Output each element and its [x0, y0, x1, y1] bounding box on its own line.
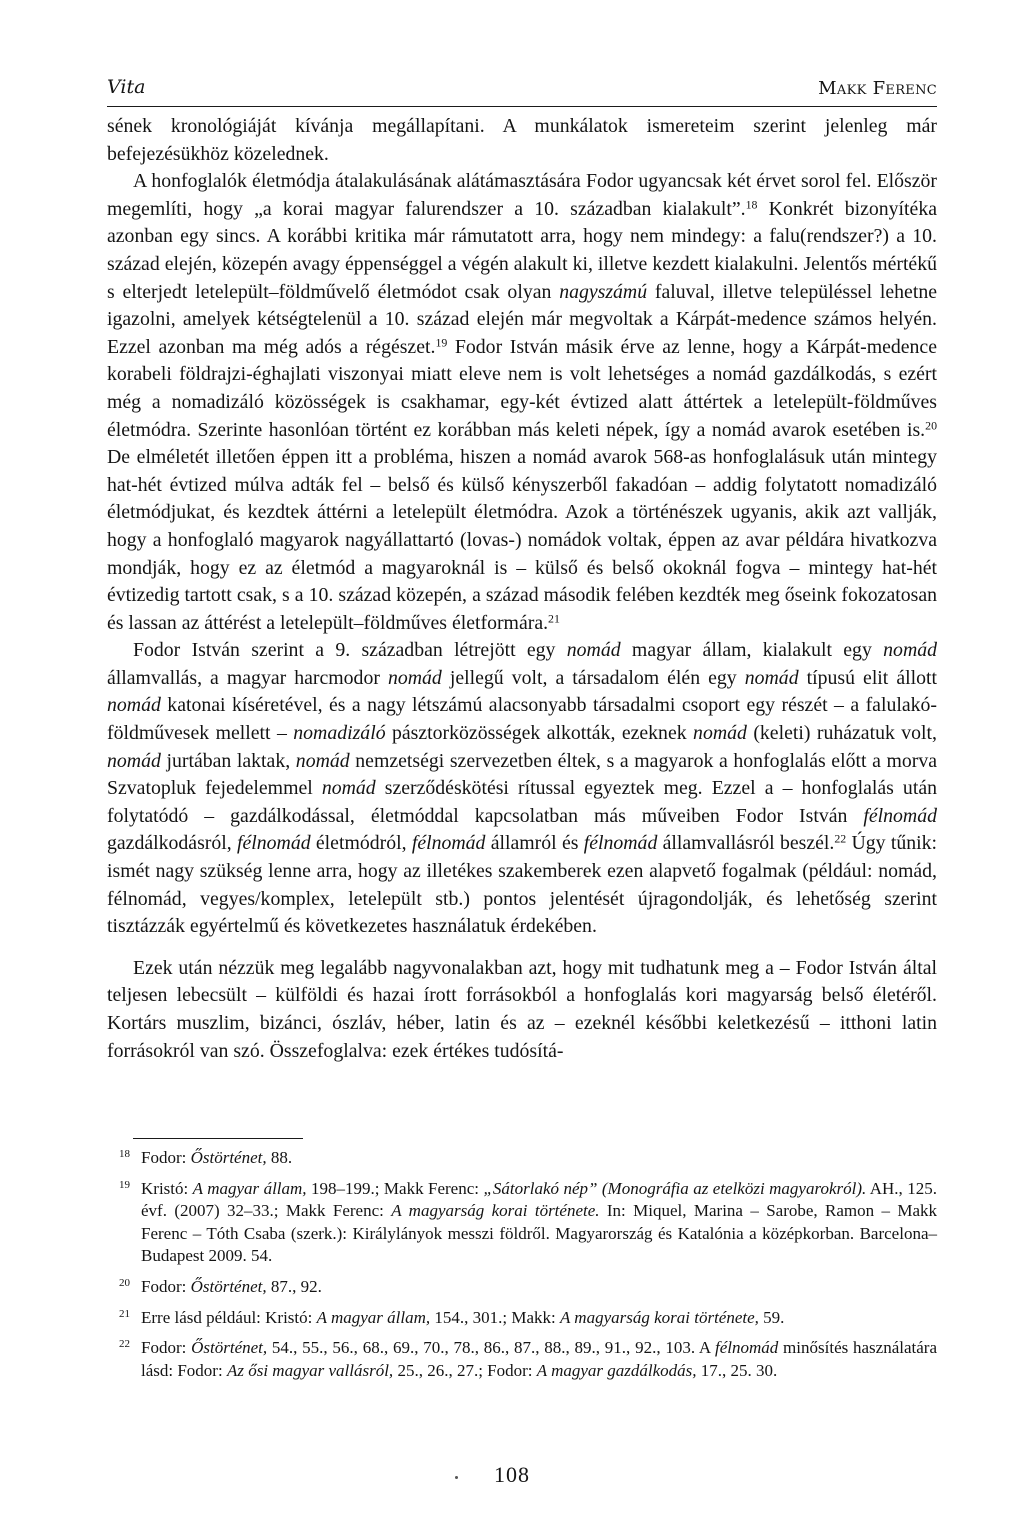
footnote-ref-21[interactable]: 21 [548, 611, 560, 626]
text-run: államról és [485, 832, 584, 855]
footnote-ref-19[interactable]: 19 [435, 335, 448, 350]
footnote-number: 22 [119, 1338, 130, 1351]
text-run: típusú elit állott [798, 666, 937, 689]
text-run: gazdálkodásról, [107, 832, 237, 855]
text-run: AH., 125. évf. (2007) 32–33.; Makk Ferenc: [141, 1178, 937, 1221]
footnote-number: 18 [119, 1148, 130, 1160]
footnote-ref-22[interactable]: 22 [834, 831, 847, 846]
text-run: 25., 26., 27.; Fodor: [393, 1360, 537, 1380]
text-run: Fodor: [141, 1148, 191, 1167]
text-run: jellegű volt, a társadalom élén egy [441, 666, 745, 689]
text-run: magyar állam, kialakult egy [620, 639, 884, 662]
emphasis: nomád [107, 749, 161, 772]
paragraph-3 [107, 637, 937, 941]
text-run: nemzetségi szervezetben éltek, s a magyarok a honfoglalás előtt a morva Szvatopluk fejedelemmel [107, 749, 937, 800]
text-run: Fodor István szerint a 9. században létrejött egy [133, 639, 567, 662]
footnote-number: 20 [119, 1276, 130, 1289]
emphasis: nomád [883, 639, 938, 662]
text-run: A honfoglalók életmódja átalakulásának alátámasztására Fodor ugyancsak két érvet sorol fel. Először megemlíti, hogy „a korai magyar falurendszer a 10. században kialakult”. [107, 170, 937, 220]
text-run: In: Miquel, Marina – Sarobe, Ramon – Makk Ferenc – Tóth Csaba (szerk.): Királylányok messzi földről. Magyarország és Katalónia a középkorban. Barcelona–Budapest 2009. 54. [141, 1201, 938, 1266]
footnote-22 [107, 1337, 937, 1382]
text-run: pásztorközösségek alkották, ezeknek [385, 722, 694, 745]
footnote-ref-18[interactable]: 18 [745, 197, 758, 212]
emphasis: félnomád [715, 1338, 779, 1358]
citation-title: A magyar állam, [316, 1307, 431, 1327]
section-title: Vita [107, 76, 146, 98]
page-number: 108 [494, 1462, 530, 1487]
text-run: Úgy tűnik: ismét nagy szükség lenne arra, hogy az illetékes szakemberek ezen alapvető fogalmak (például: nomád, félnomád, vegyes/komplex, letelepült stb.) pontos jelentését újragondolják, és lehetőség szerint tisztázzák egyértelmű és következetes használatuk érdekében. [107, 832, 938, 938]
emphasis: nomád [744, 666, 799, 689]
text-run: De elméletét illetően éppen itt a probléma, hiszen a nomád avarok 568-as honfoglalásuk után mintegy hat-hét évtized múlva adták fel – belső és külső kényszerből fakadóan – addig folytatott nomadizáló életmódjukat, és kezdtek áttérni a letelepült életmódra. Azok a történészek ugyanis, akik azt vallják, hogy a honfoglaló magyarok nagyállattartó (lovas-) nomádok voltak, éppen az avar példára hivatkozva mondják, hogy ez az életmód a magyaroknál is – külső és belső okoknál fogva – mintegy hat-hét évtizedig tartott csak, s a 10. század közepén, a század második felében kezdték meg őseink fokozatosan és lassan az áttérést a letelepült–földműves életformára. [107, 446, 937, 634]
paragraph-1: sének kronológiáját kívánja megállapítani. A munkálatok ismereteim szerint jelenleg már befejezésükhöz közelednek. [107, 115, 937, 165]
footnote-divider [133, 1138, 303, 1139]
emphasis: félnomád [411, 832, 486, 855]
text-run: szerződéskötési rítussal egyeztek meg. Ezzel a – honfoglalás után folytatódó – gazdálkodással, életmóddal kapcsolatban más műveiben Fodor István [107, 777, 937, 827]
text-run: Konkrét bizonyítéka azonban egy sincs. A korábbi kritika már rámutatott arra, hogy nem mindegy: a falu(rendszer?) a 10. század elején, közepén avagy éppenséggel a végén alakult ki, illetve kezdett kialakulni. Jelentős mértékű s elterjedt letelepült–földművelő életmódot csak olyan [107, 197, 937, 303]
footnotes [107, 1138, 937, 1382]
emphasis: félnomád [863, 804, 937, 827]
citation-title: A magyar állam, [192, 1178, 307, 1198]
citation-title: A magyarság korai története. [391, 1201, 600, 1221]
emphasis: nomád [566, 639, 621, 662]
emphasis: félnomád [583, 832, 658, 855]
text-run: 87., 92. [266, 1276, 322, 1296]
footnote-18 [107, 1147, 937, 1170]
citation-title: Őstörténet, [191, 1338, 268, 1358]
text-run: Kristó: [141, 1178, 193, 1198]
emphasis: nomád [693, 722, 747, 745]
author-name: Makk Ferenc [818, 78, 937, 99]
paragraph-4: Ezek után nézzük meg legalább nagyvonalakban azt, hogy mit tudhatunk meg a – Fodor István által teljesen lebecsült – külföldi és hazai írott forrásokból a honfoglalás kori magyarság belső életéről. Kortárs muszlim, bizánci, ószláv, héber, latin és az – ezeknél későbbi keletkezésű – itthoni latin forrásokról van szó. Összefoglalva: ezek értékes tudósítá- [107, 956, 937, 1062]
footnote-number: 21 [119, 1307, 130, 1320]
emphasis: nomád [387, 666, 442, 689]
text-run: 17., 25. 30. [696, 1360, 778, 1380]
text-run: minősítés használatára lásd: Fodor: [141, 1338, 937, 1380]
citation-title: A magyarság korai története, [559, 1307, 759, 1327]
emphasis: nomád [107, 694, 161, 717]
citation-title: A magyar gazdálkodás, [536, 1360, 697, 1380]
paragraph-2 [107, 168, 937, 637]
text-run: 54., 55., 56., 68., 69., 70., 78., 86., 87., 88., 89., 91., 92., 103. A [267, 1338, 716, 1358]
text-run: Fodor: [141, 1276, 191, 1296]
main-text [107, 113, 937, 1065]
text-run: (keleti) ruházatuk volt, [746, 722, 937, 745]
emphasis: félnomád [236, 832, 311, 855]
emphasis: nagyszámú [559, 280, 648, 303]
text-run: Fodor: [141, 1338, 192, 1358]
text-run: 59. [758, 1307, 785, 1327]
citation-title: „Sátorlakó nép” (Monográfia az etelközi magyarokról). [483, 1178, 867, 1198]
citation-title: Őstörténet, [190, 1276, 267, 1296]
text-run: Erre lásd például: Kristó: [141, 1307, 317, 1327]
emphasis: nomád [295, 749, 350, 772]
text-run: Fodor István másik érve az lenne, hogy a Kárpát-medence korabeli földrajzi-éghajlati viszonyai miatt eleve nem is volt lehetséges a nomád gazdálkodás, s ezért még a nomadizáló közösségek is csakhamar, egy-két évtized alatt áttértek a letelepült-földműves életmódra. Szerinte hasonlóan történt ez korábban más keleti népek, így a nomád avarok esetében is. [107, 335, 937, 441]
footnote-19 [107, 1178, 937, 1268]
emphasis: nomadizáló [293, 722, 386, 745]
text-run: 198–199.; Makk Ferenc: [306, 1178, 484, 1198]
footnote-ref-20[interactable]: 20 [925, 418, 937, 432]
text-run: 154., 301.; Makk: [430, 1307, 560, 1327]
text-run: államvallás, a magyar harcmodor [107, 666, 388, 689]
citation-title: Őstörténet, [190, 1148, 267, 1167]
text-run: jurtában laktak, [160, 749, 296, 772]
text-run: életmódról, [310, 832, 412, 855]
footnote-20 [107, 1276, 937, 1299]
footnote-21 [107, 1307, 937, 1330]
text-run: faluval, illetve településsel lehetne igazolni, amelyek kétségtelenül a 10. század elején már megvoltak a Kárpát-medence számos helyén. Ezzel azonban ma még adós a régészet. [107, 280, 937, 358]
text-run: katonai kíséretével, és a nagy létszámú alacsonyabb társadalmi csoport egy részét – a falulakó-földművesek mellett – [107, 694, 937, 745]
emphasis: nomád [321, 777, 376, 800]
text-run: államvallásról beszél. [657, 832, 835, 855]
text-run: 88. [266, 1148, 293, 1167]
running-header [107, 72, 937, 107]
footnote-number: 19 [119, 1178, 130, 1191]
citation-title: Az ősi magyar vallásról, [226, 1360, 394, 1380]
